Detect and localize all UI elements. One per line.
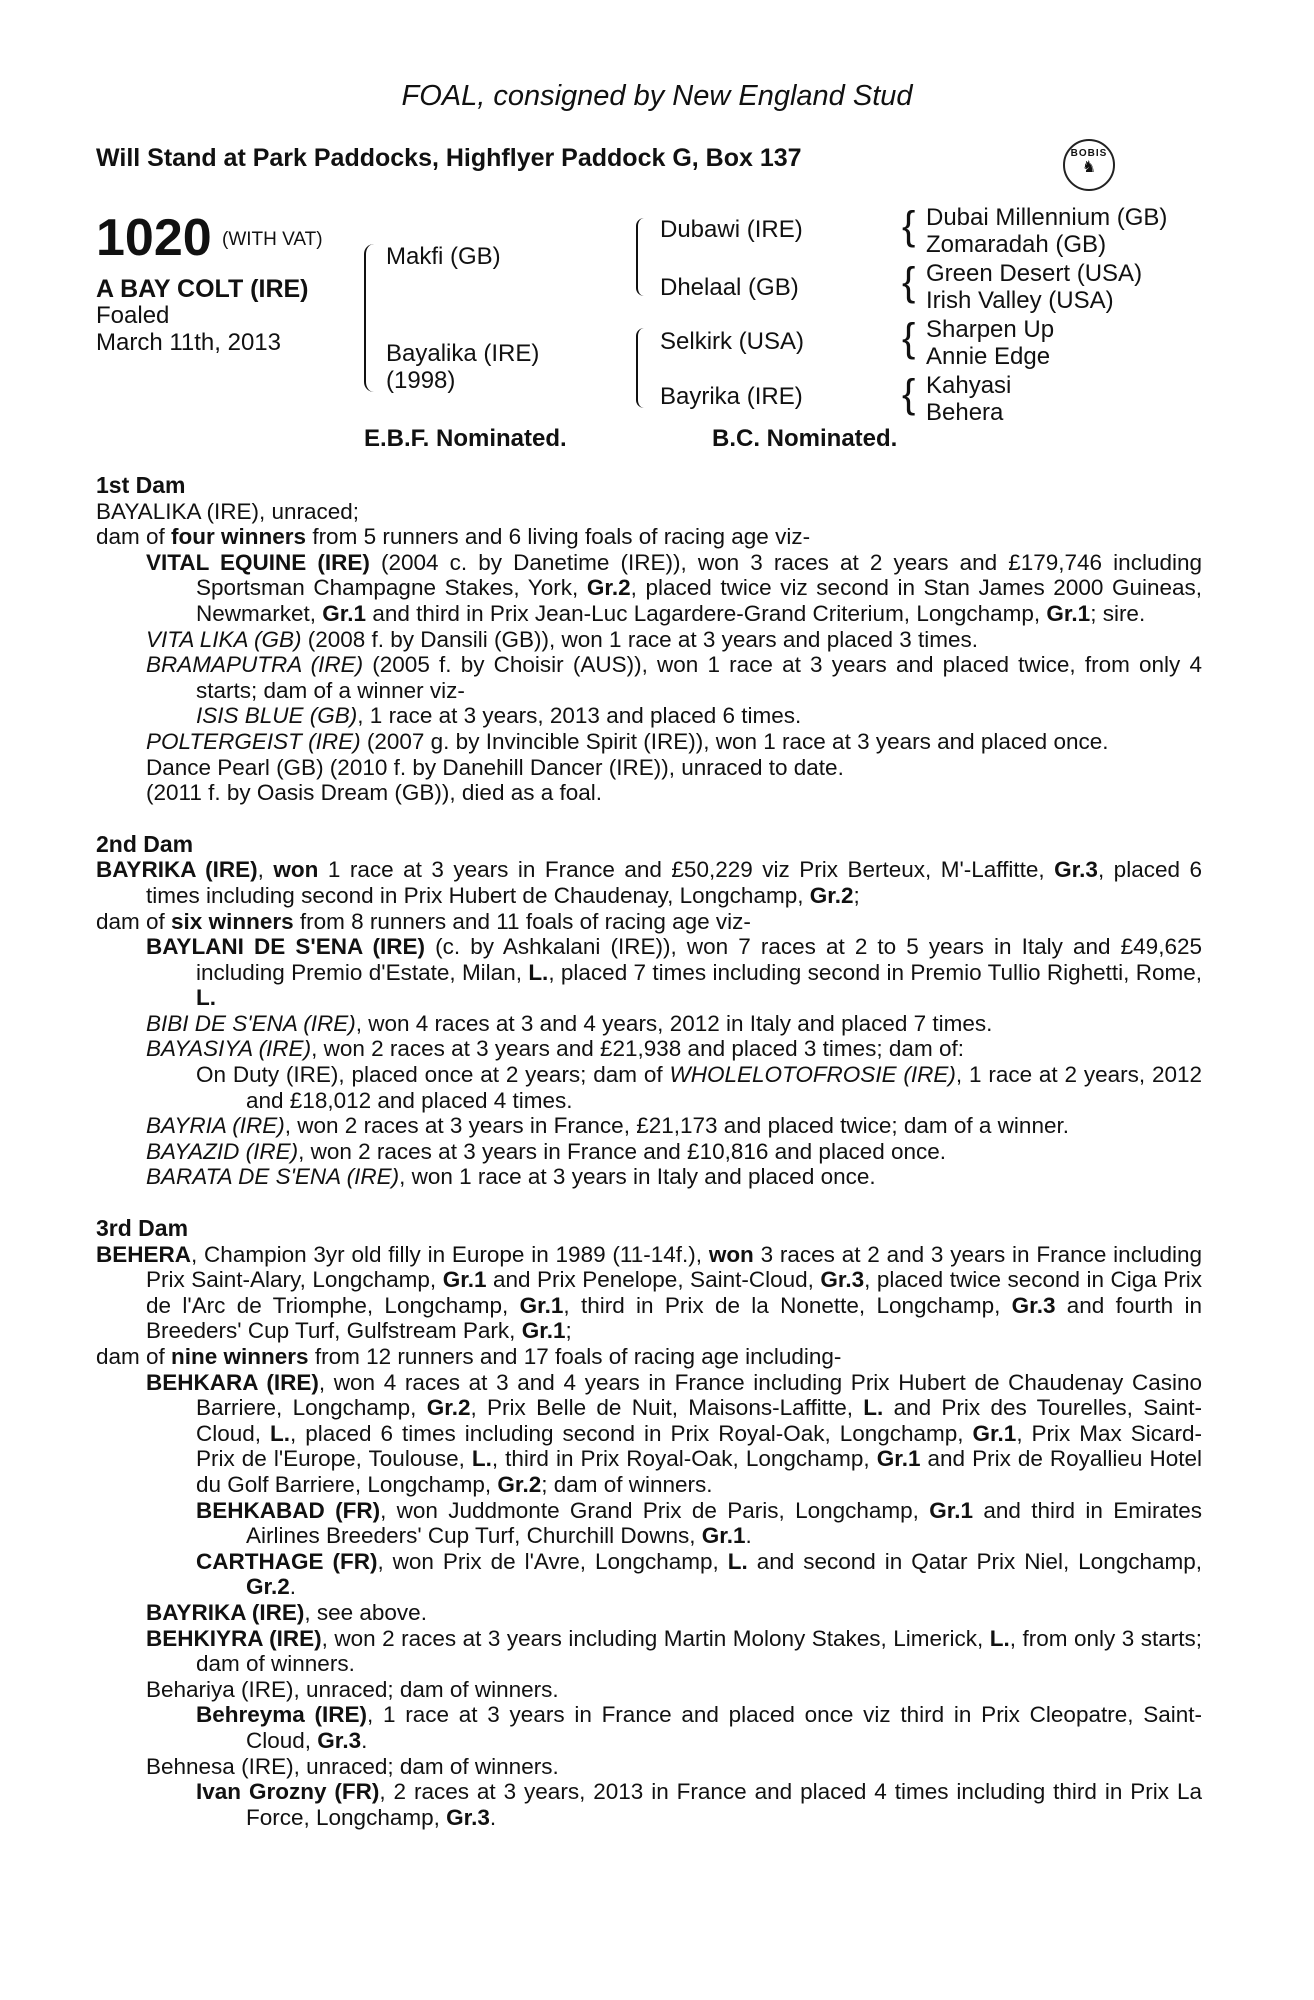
third-dam-heading: 3rd Dam bbox=[96, 1215, 189, 1242]
pedigree-brace-g3-1: { bbox=[902, 204, 916, 248]
produce-entry: VITA LIKA (GB) (2008 f. by Dansili (GB)), won 1 race at 3 years and placed 3 times. bbox=[146, 626, 979, 652]
produce-entry: BARATA DE S'ENA (IRE), won 1 race at 3 years in Italy and placed once. bbox=[146, 1164, 876, 1190]
produce-entry: BEHKIYRA (IRE), won 2 races at 3 years including Martin Molony Stakes, Limerick, L., from only 3 starts; dam of winners. bbox=[146, 1625, 1202, 1677]
dam-details bbox=[96, 473, 1202, 1830]
pedigree-gen3-1: Dubai Millennium (GB) bbox=[926, 204, 1168, 231]
pedigree-dam-year: (1998) bbox=[386, 367, 456, 394]
produce-entry: CARTHAGE (FR), won Prix de l'Avre, Longchamp, L. and second in Qatar Prix Niel, Longchamp, Gr.2. bbox=[196, 1548, 1202, 1600]
produce-entry: Behariya (IRE), unraced; dam of winners. bbox=[146, 1676, 559, 1702]
pedigree-sire: Makfi (GB) bbox=[386, 243, 501, 270]
pedigree-dam: Bayalika (IRE) bbox=[386, 340, 540, 367]
pedigree-brace-dam-line bbox=[636, 328, 646, 408]
produce-entry: BAYLANI DE S'ENA (IRE) (c. by Ashkalani (IRE)), won 7 races at 2 to 5 years in Italy and £49,625 including Premio d'Estate, Milan, L., placed 7 times including second in Premio Tullio Righetti, Rome, L. bbox=[146, 934, 1203, 1011]
pedigree-dam-dam: Bayrika (IRE) bbox=[660, 383, 803, 410]
pedigree-gen3-3: Green Desert (USA) bbox=[926, 260, 1143, 287]
pedigree-gen3-6: Annie Edge bbox=[926, 343, 1051, 370]
third-dam-line: BEHERA, Champion 3yr old filly in Europe in 1989 (11-14f.), won 3 races at 2 and 3 years in France including Prix Saint-Alary, Longchamp, Gr.1 and Prix Penelope, Saint-Cloud, Gr.3, placed twice second in Ciga Prix de l'Arc de Triomphe, Longchamp, Gr.1, third in Prix de la Nonette, Longchamp, Gr.3 and fourth in Breeders' Cup Turf, Gulfstream Park, Gr.1; bbox=[96, 1241, 1203, 1344]
first-dam-heading: 1st Dam bbox=[96, 472, 186, 498]
pedigree-gen3-8: Behera bbox=[926, 399, 1004, 426]
pedigree-gen3-5: Sharpen Up bbox=[926, 316, 1055, 343]
pedigree-brace-g3-2: { bbox=[902, 260, 916, 304]
horse-description: A BAY COLT (IRE) bbox=[96, 275, 309, 303]
first-dam-produce-summary: dam of four winners from 5 runners and 6 living foals of racing age viz- bbox=[96, 524, 811, 550]
pedigree-gen3-7: Kahyasi bbox=[926, 372, 1012, 399]
produce-entry: POLTERGEIST (IRE) (2007 g. by Invincible Spirit (IRE)), won 1 race at 3 years and placed once. bbox=[146, 728, 1109, 754]
horse-rider-icon: ♞ bbox=[1081, 159, 1097, 176]
produce-entry: Behnesa (IRE), unraced; dam of winners. bbox=[146, 1753, 559, 1779]
pedigree-brace-sire-line bbox=[636, 218, 646, 296]
produce-entry: BIBI DE S'ENA (IRE), won 4 races at 3 and 4 years, 2012 in Italy and placed 7 times. bbox=[146, 1010, 993, 1036]
pedigree-sire-sire: Dubawi (IRE) bbox=[660, 216, 803, 243]
pedigree-brace-g3-4: { bbox=[902, 372, 916, 416]
produce-entry: (2011 f. by Oasis Dream (GB)), died as a foal. bbox=[146, 780, 603, 806]
stand-location: Will Stand at Park Paddocks, Highflyer Paddock G, Box 137 bbox=[96, 144, 802, 172]
foaled-date: March 11th, 2013 bbox=[96, 329, 282, 356]
second-dam-heading: 2nd Dam bbox=[96, 830, 194, 857]
foaled-label: Foaled bbox=[96, 302, 170, 329]
produce-entry: BAYRIKA (IRE), see above. bbox=[146, 1599, 427, 1625]
produce-entry: On Duty (IRE), placed once at 2 years; dam of WHOLELOTOFROSIE (IRE), 1 race at 2 years, 2012 and £18,012 and placed 4 times. bbox=[196, 1062, 1202, 1113]
produce-entry: Dance Pearl (GB) (2010 f. by Danehill Dancer (IRE)), unraced to date. bbox=[146, 754, 844, 780]
produce-entry: Behreyma (IRE), 1 race at 3 years in France and placed once viz third in Prix Cleopatre, Saint-Cloud, Gr.3. bbox=[196, 1702, 1202, 1753]
produce-entry: BEHKARA (IRE), won 4 races at 3 and 4 years in France including Prix Hubert de Chaudenay Casino Barriere, Longchamp, Gr.2, Prix Belle de Nuit, Maisons-Laffitte, L. and Prix des Tourelles, Saint-Cloud, L., placed 6 times including second in Prix Royal-Oak, Longchamp, Gr.1, Prix Max Sicard-Prix de l'Europe, Toulouse, L., third in Prix Royal-Oak, Longchamp, Gr.1 and Prix de Royallieu Hotel du Golf Barriere, Longchamp, Gr.2; dam of winners. bbox=[146, 1369, 1202, 1497]
second-dam-produce-summary: dam of six winners from 8 runners and 11 foals of racing age viz- bbox=[96, 908, 751, 934]
produce-entry: BEHKABAD (FR), won Juddmonte Grand Prix de Paris, Longchamp, Gr.1 and third in Emirates Airlines Breeders' Cup Turf, Churchill Downs, Gr.1. bbox=[196, 1497, 1202, 1549]
produce-entry: BAYAZID (IRE), won 2 races at 3 years in France and £10,816 and placed once. bbox=[146, 1138, 947, 1164]
produce-entry: BAYASIYA (IRE), won 2 races at 3 years and £21,938 and placed 3 times; dam of: bbox=[146, 1036, 964, 1062]
produce-entry: ISIS BLUE (GB), 1 race at 3 years, 2013 and placed 6 times. bbox=[196, 703, 802, 729]
bobis-logo-text: BOBIS bbox=[1070, 148, 1108, 159]
ebf-nominated: E.B.F. Nominated. bbox=[364, 425, 567, 452]
first-dam-line: BAYALIKA (IRE), unraced; bbox=[96, 498, 360, 524]
page-title: FOAL, consigned by New England Stud bbox=[401, 80, 913, 112]
pedigree-gen3-2: Zomaradah (GB) bbox=[926, 231, 1107, 258]
bobis-logo bbox=[1063, 139, 1115, 191]
produce-entry: VITAL EQUINE (IRE) (2004 c. by Danetime (IRE)), won 3 races at 2 years and £179,746 including Sportsman Champagne Stakes, York, Gr.2, placed twice viz second in Stan James 2000 Guineas, Newmarket, Gr.1 and third in Prix Jean-Luc Lagardere-Grand Criterium, Longchamp, Gr.1; sire. bbox=[146, 549, 1203, 626]
produce-entry: Ivan Grozny (FR), 2 races at 3 years, 2013 in France and placed 4 times including third in Prix La Force, Longchamp, Gr.3. bbox=[196, 1779, 1202, 1830]
lot-number: 1020 bbox=[96, 209, 212, 267]
bc-nominated: B.C. Nominated. bbox=[712, 425, 898, 452]
produce-entry: BAYRIA (IRE), won 2 races at 3 years in France, £21,173 and placed twice; dam of a winner. bbox=[146, 1113, 1069, 1139]
pedigree-sire-dam: Dhelaal (GB) bbox=[660, 274, 799, 301]
vat-label: (WITH VAT) bbox=[222, 229, 323, 250]
pedigree-dam-sire: Selkirk (USA) bbox=[660, 328, 805, 355]
pedigree-brace-g3-3: { bbox=[902, 316, 916, 360]
pedigree-brace-sire-dam bbox=[364, 244, 376, 392]
produce-entry: BRAMAPUTRA (IRE) (2005 f. by Choisir (AUS)), won 1 race at 3 years and placed twice, from only 4 starts; dam of a winner viz- bbox=[146, 652, 1202, 703]
pedigree-gen3-4: Irish Valley (USA) bbox=[926, 287, 1114, 314]
second-dam-line: BAYRIKA (IRE), won 1 race at 3 years in France and £50,229 viz Prix Berteux, M'-Laffitte, Gr.3, placed 6 times including second in Prix Hubert de Chaudenay, Longchamp, Gr.2; bbox=[96, 857, 1202, 908]
third-dam-produce-summary: dam of nine winners from 12 runners and 17 foals of racing age including- bbox=[96, 1344, 842, 1369]
